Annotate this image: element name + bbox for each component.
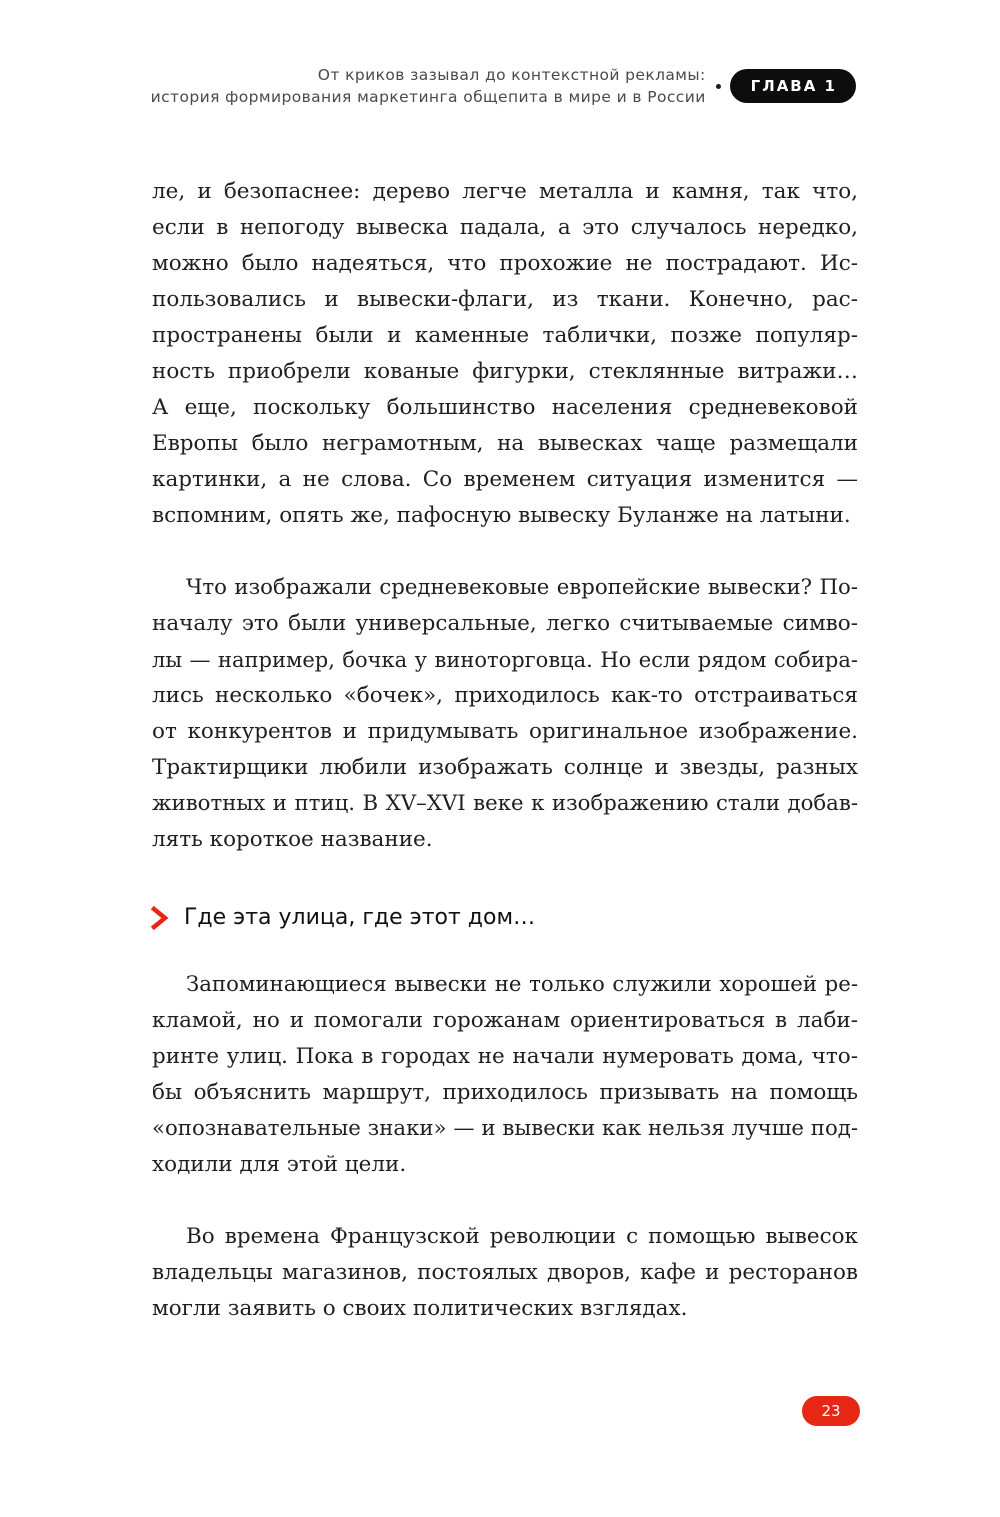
text-line: если в непогоду вывеска падала, а это случалось нередко, [152, 215, 858, 240]
text-line: лись несколько «бочек», приходилось как-то отстраиваться [152, 683, 858, 708]
text-line: ность приобрели кованые фигурки, стеклянные витражи… [152, 359, 858, 384]
text-line: Что изображали средневековые европейские вывески? По- [186, 575, 858, 600]
page-number: 23 [802, 1396, 860, 1426]
section-heading [150, 905, 535, 930]
running-title [151, 64, 706, 108]
paragraph-2 [152, 570, 858, 858]
text-line: владельцы магазинов, постоялых дворов, кафе и ресторанов [152, 1260, 858, 1285]
text-line: лы — например, бочка у виноторговца. Но если рядом собира- [152, 648, 858, 672]
text-line: вспомним, опять же, пафосную вывеску Буланже на латыни. [152, 503, 851, 528]
text-line: пользовались и вывески-флаги, из ткани. Конечно, рас- [152, 287, 858, 312]
text-line: ринте улиц. Пока в городах не начали нумеровать дома, что- [152, 1044, 858, 1069]
text-line: Во времена Французской революции с помощью вывесок [186, 1224, 858, 1249]
separator-dot-icon [716, 84, 721, 89]
text-line: можно было надеяться, что прохожие не пострадают. Ис- [152, 251, 858, 276]
paragraph-4 [152, 1219, 858, 1327]
text-line: Трактирщики любили изображать солнце и звезды, разных [152, 755, 858, 780]
text-line: кламой, но и помогали горожанам ориентироваться в лаби- [152, 1008, 858, 1033]
text-line: ходили для этой цели. [152, 1152, 407, 1177]
arrow-right-icon [150, 906, 172, 930]
chapter-badge: ГЛАВА 1 [730, 69, 856, 103]
text-line: Европы было неграмотным, на вывесках чаще размещали [152, 431, 858, 456]
text-line: пространены были и каменные таблички, позже популяр- [152, 323, 858, 348]
text-line: картинки, а не слова. Со временем ситуация изменится — [152, 467, 858, 492]
section-heading-text: Где эта улица, где этот дом… [184, 905, 536, 930]
text-line: ле, и безопаснее: дерево легче металла и камня, так что, [152, 179, 858, 204]
text-line: началу это были универсальные, легко считываемые симво- [152, 611, 858, 636]
paragraph-1 [152, 174, 858, 534]
text-line: животных и птиц. В XV–XVI веке к изображению стали добав- [152, 791, 858, 816]
text-line: могли заявить о своих политических взглядах. [152, 1296, 688, 1321]
text-line: А еще, поскольку большинство населения средневековой [152, 395, 858, 420]
paragraph-3 [152, 967, 858, 1183]
text-line: бы объяснить маршрут, приходилось призывать на помощь [152, 1080, 858, 1105]
text-line: от конкурентов и придумывать оригинальное изображение. [152, 719, 858, 744]
running-title-line-2: история формирования маркетинга общепита в мире и в России [150, 88, 706, 106]
running-header [151, 64, 856, 108]
text-line: лять короткое название. [152, 827, 433, 852]
text-line: Запоминающиеся вывески не только служили хорошей ре- [186, 972, 858, 997]
text-line: «опознавательные знаки» — и вывески как нельзя лучше под- [152, 1116, 858, 1141]
running-title-line-1: От криков зазывал до контекстной рекламы: [317, 66, 706, 84]
